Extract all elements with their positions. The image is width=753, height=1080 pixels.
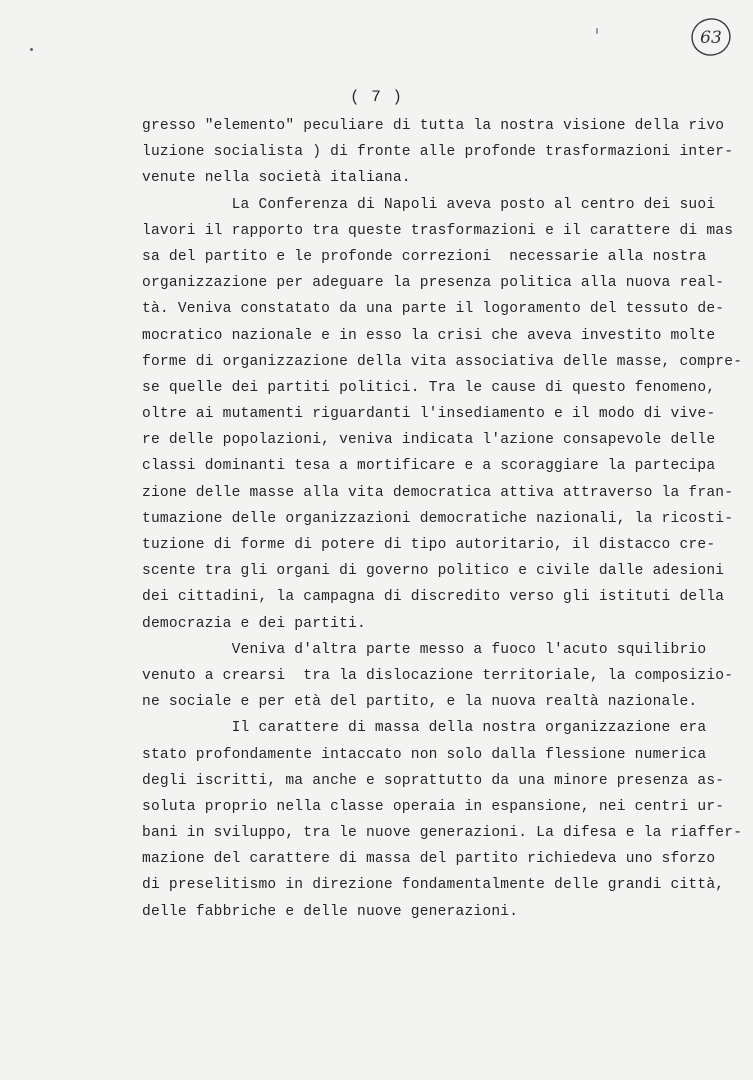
text-line: luzione socialista ) di fronte alle profonde trasformazioni inter- (142, 144, 734, 161)
text-line: delle fabbriche e delle nuove generazioni. (142, 903, 519, 920)
text-line: Il carattere di massa della nostra organizzazione era (142, 720, 707, 737)
text-line: Veniva d'altra parte messo a fuoco l'acuto squilibrio (142, 641, 707, 658)
text-line: se quelle dei partiti politici. Tra le cause di questo fenomeno, (142, 379, 716, 396)
text-line: venuto a crearsi tra la dislocazione territoriale, la composizio- (142, 667, 734, 684)
text-line: zione delle masse alla vita democratica attiva attraverso la fran- (142, 484, 734, 501)
text-line: di preselitismo in direzione fondamentalmente delle grandi città, (142, 877, 725, 894)
paper-speck (596, 28, 598, 34)
text-line: stato profondamente intaccato non solo dalla flessione numerica (142, 746, 707, 763)
archive-stamp (688, 14, 734, 60)
stamp-number: 63 (700, 28, 722, 48)
text-line: tà. Veniva constatato da una parte il logoramento del tessuto de- (142, 301, 725, 318)
text-line: gresso "elemento" peculiare di tutta la nostra visione della rivo (142, 118, 725, 134)
text-line: re delle popolazioni, veniva indicata l'azione consapevole delle (142, 432, 716, 449)
page-number: ( 7 ) (349, 88, 403, 106)
text-line: lavori il rapporto tra queste trasformazioni e il carattere di mas (142, 222, 734, 239)
text-line: degli iscritti, ma anche e soprattutto da una minore presenza as- (142, 772, 725, 789)
text-line: scente tra gli organi di governo politico e civile dalle adesioni (142, 563, 725, 580)
text-line: forme di organizzazione della vita associativa delle masse, compre- (142, 353, 743, 370)
text-line: oltre ai mutamenti riguardanti l'insediamento e il modo di vive- (142, 406, 716, 423)
paper-speck (30, 48, 33, 51)
text-line: dei cittadini, la campagna di discredito verso gli istituti della (142, 589, 725, 606)
text-line: democrazia e dei partiti. (142, 615, 366, 632)
text-line: tumazione delle organizzazioni democratiche nazionali, la ricosti- (142, 510, 734, 527)
text-line: La Conferenza di Napoli aveva posto al centro dei suoi (142, 196, 716, 213)
circled-number-stamp-icon (688, 14, 734, 60)
text-line: tuzione di forme di potere di tipo autoritario, il distacco cre- (142, 537, 716, 553)
text-line: venute nella società italiana. (142, 170, 411, 187)
text-line: mazione del carattere di massa del partito richiedeva uno sforzo (142, 851, 716, 868)
text-line: sa del partito e le profonde correzioni necessarie alla nostra (142, 248, 707, 265)
text-line: ne sociale e per età del partito, e la nuova realtà nazionale. (142, 694, 698, 711)
text-line: organizzazione per adeguare la presenza politica alla nuova real- (142, 275, 725, 292)
text-line: mocratico nazionale e in esso la crisi che aveva investito molte (142, 327, 716, 344)
typewritten-body (142, 113, 742, 925)
text-line: classi dominanti tesa a mortificare e a scoraggiare la partecipa (142, 458, 716, 475)
text-line: soluta proprio nella classe operaia in espansione, nei centri ur- (142, 798, 725, 815)
text-line: bani in sviluppo, tra le nuove generazioni. La difesa e la riaffer- (142, 825, 743, 842)
